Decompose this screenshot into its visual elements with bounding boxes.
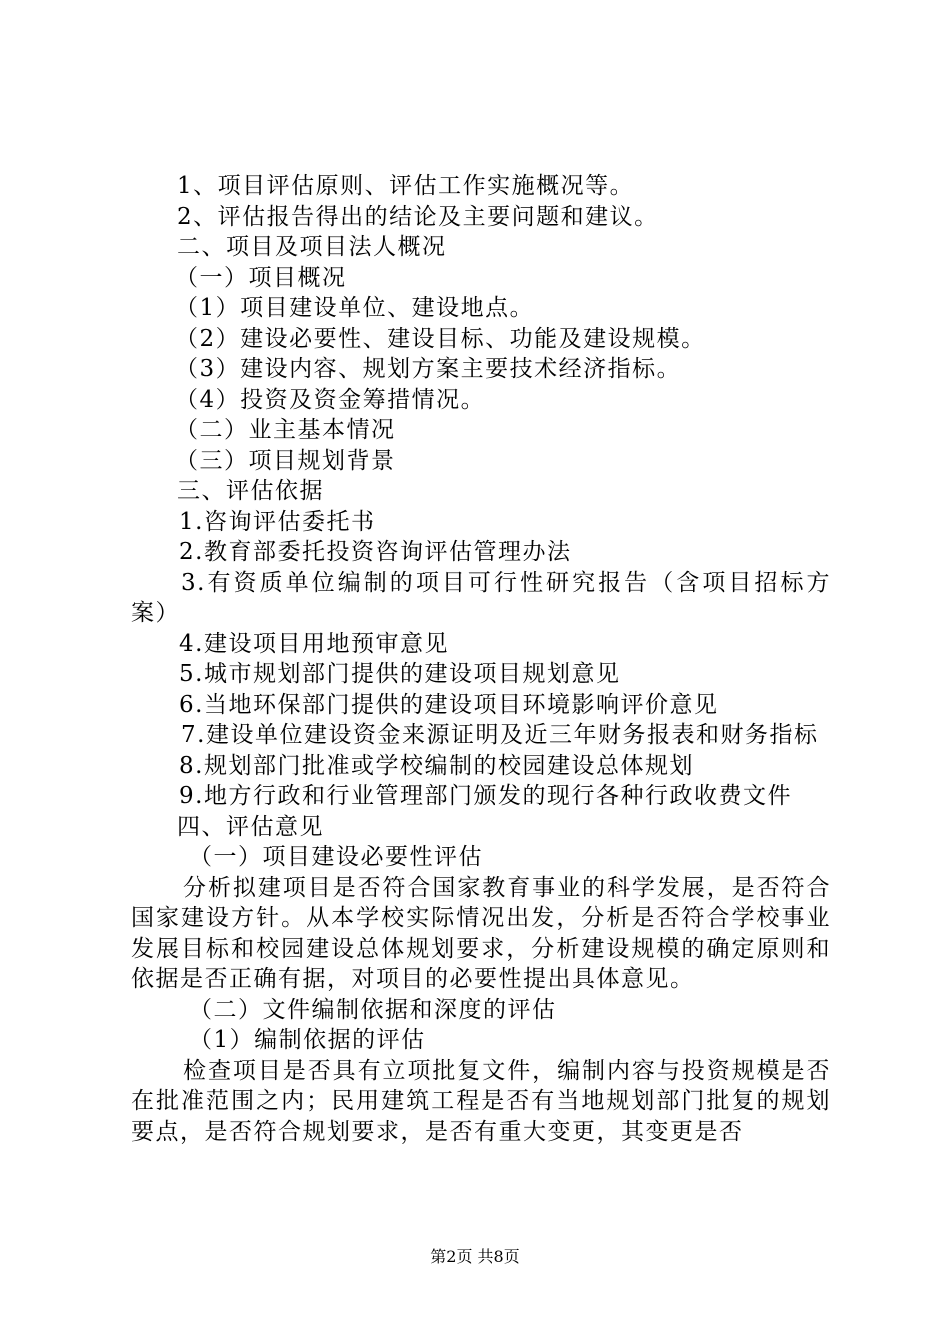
document-body xyxy=(131,171,831,1147)
list-item: 1.咨询评估委托书 xyxy=(179,508,376,535)
paragraph: 检查项目是否具有立项批复文件，编制内容与投资规模是否在批准范围之内；民用建筑工程是否有当地规划部门批复的规划要点，是否符合规划要求，是否有重大变更，其变更是否 xyxy=(131,1057,831,1145)
text-line: （2）建设必要性、建设目标、功能及建设规模。 xyxy=(175,325,706,352)
text-line: （4）投资及资金筹措情况。 xyxy=(175,386,486,413)
page-footer: 第2页 共8页 xyxy=(430,1247,520,1266)
list-item: 9.地方行政和行业管理部门颁发的现行各种行政收费文件 xyxy=(179,783,792,809)
text-line: （3）建设内容、规划方案主要技术经济指标。 xyxy=(175,356,682,382)
list-item: 2.教育部委托投资咨询评估管理办法 xyxy=(179,539,572,565)
list-item: 3.有资质单位编制的项目可行性研究报告（含项目招标方案） xyxy=(131,569,831,626)
list-item: 7.建设单位建设资金来源证明及近三年财务报表和财务指标 xyxy=(181,722,819,748)
list-item: 4.建设项目用地预审意见 xyxy=(179,630,449,657)
subsection-heading: （二）业主基本情况 xyxy=(175,417,396,443)
section-heading: 三、评估依据 xyxy=(177,478,324,504)
paragraph: 分析拟建项目是否符合国家教育事业的科学发展，是否符合国家建设方针。从本学校实际情况出发，分析是否符合学校事业发展目标和校园建设总体规划要求，分析建设规模的确定原则和依据是否正确有据，对项目的必要性提出具体意见。 xyxy=(131,874,831,992)
subsection-heading: （一）项目概况 xyxy=(175,264,347,291)
section-heading: 二、项目及项目法人概况 xyxy=(177,234,447,260)
text-line: 1、项目评估原则、评估工作实施概况等。 xyxy=(177,173,635,199)
section-heading: 四、评估意见 xyxy=(177,813,324,840)
subsection-heading: （二）文件编制依据和深度的评估 xyxy=(189,996,557,1023)
subsection-heading: （1）编制依据的评估 xyxy=(189,1027,426,1053)
subsection-heading: （一）项目建设必要性评估 xyxy=(189,844,483,870)
text-line: 2、评估报告得出的结论及主要问题和建议。 xyxy=(177,203,659,230)
subsection-heading: （三）项目规划背景 xyxy=(175,447,396,474)
list-item: 8.规划部门批准或学校编制的校园建设总体规划 xyxy=(179,752,694,779)
text-line: （1）项目建设单位、建设地点。 xyxy=(175,295,535,321)
list-item: 6.当地环保部门提供的建设项目环境影响评价意见 xyxy=(179,691,719,718)
list-item: 5.城市规划部门提供的建设项目规划意见 xyxy=(179,661,621,687)
